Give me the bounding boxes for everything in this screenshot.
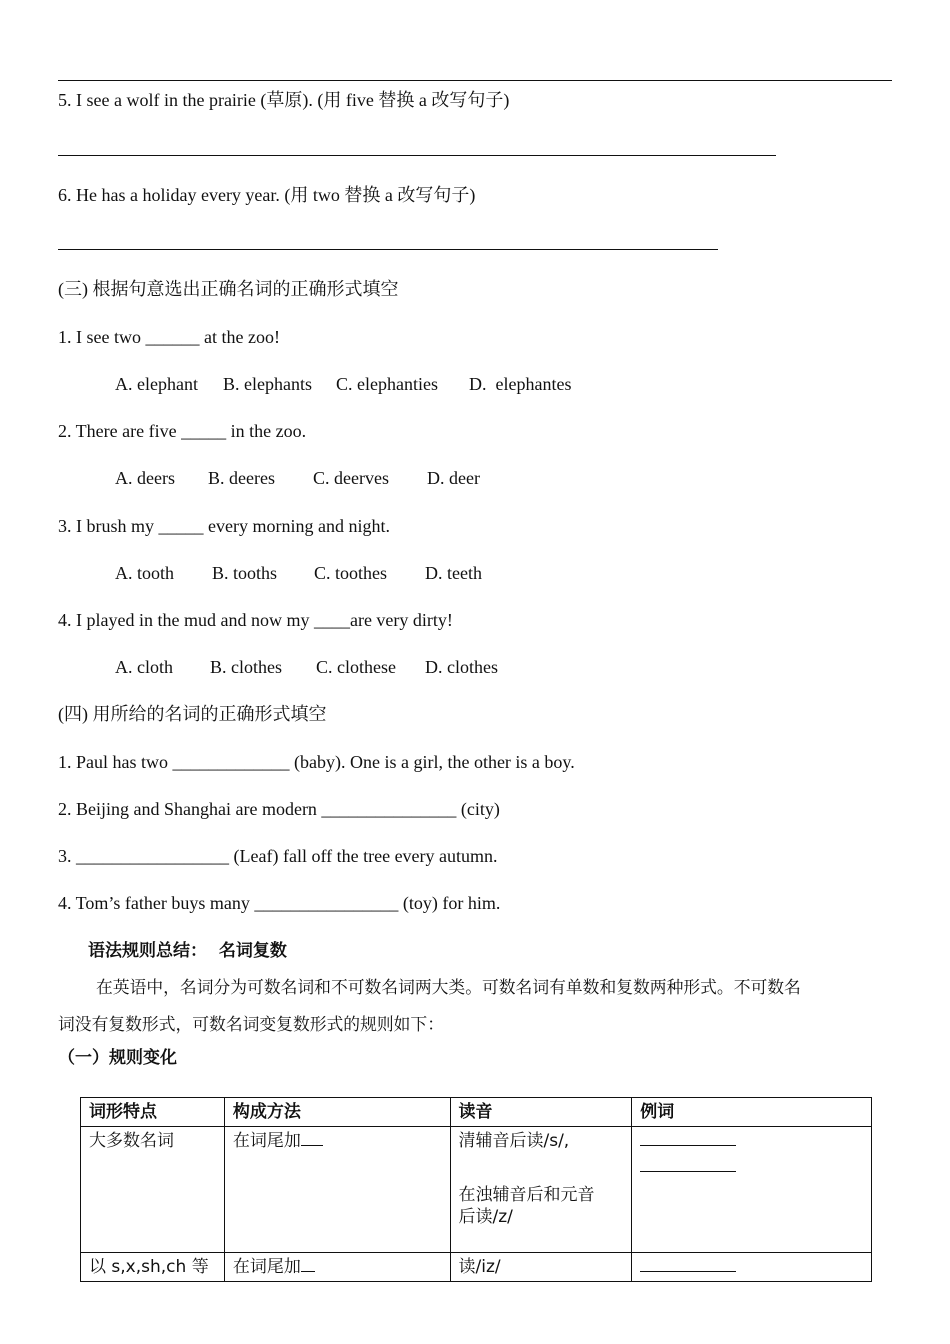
- summary-paragraph-line-2: 词没有复数形式，可数名词变复数形式的规则如下：: [58, 1014, 444, 1034]
- row1-example-blank-2[interactable]: [640, 1157, 736, 1172]
- mc-question-3-stem: 3. I brush my _____ every morning and night.: [58, 516, 390, 536]
- header-example-words: 例词: [632, 1098, 872, 1127]
- mc-question-2-option-c[interactable]: C. deerves: [313, 468, 389, 488]
- table-row: [81, 1127, 872, 1253]
- row2-method: [224, 1253, 450, 1282]
- row2-method-blank[interactable]: [301, 1257, 315, 1272]
- mc-question-4-option-c[interactable]: C. clothese: [316, 657, 396, 677]
- row1-method-text: 在词尾加: [232, 1131, 301, 1151]
- mc-question-3-option-b[interactable]: B. tooths: [212, 563, 278, 583]
- mc-question-2-option-d[interactable]: D. deer: [427, 468, 480, 488]
- mc-question-1-option-d[interactable]: D. elephantes: [469, 374, 572, 394]
- mc-question-4-option-a[interactable]: A. cloth: [115, 657, 173, 677]
- mc-question-2-option-a[interactable]: A. deers: [115, 468, 175, 488]
- table-header-row: [81, 1098, 872, 1127]
- mc-question-4-option-d[interactable]: D. clothes: [425, 657, 498, 677]
- row1-method-blank[interactable]: [301, 1131, 323, 1146]
- rewrite-question-6: 6. He has a holiday every year. (用 two 替换 a 改写句子): [58, 185, 476, 205]
- fill-item-3[interactable]: 3. _________________ (Leaf) fall off the tree every autumn.: [58, 846, 498, 866]
- row1-example-blank-1[interactable]: [640, 1131, 736, 1146]
- answer-line-top: [58, 80, 892, 81]
- row2-method-text: 在词尾加: [232, 1257, 301, 1277]
- row1-method: [224, 1127, 450, 1253]
- regular-changes-heading: （一）规则变化: [58, 1048, 177, 1068]
- header-pronunciation: 读音: [450, 1098, 632, 1127]
- row1-pron-line-2: 在浊辅音后和元音: [458, 1185, 595, 1205]
- plural-rules-table: [80, 1097, 872, 1282]
- summary-title: 语法规则总结： 名词复数: [88, 941, 287, 961]
- section-3-heading: (三) 根据句意选出正确名词的正确形式填空: [58, 279, 399, 299]
- mc-question-2-option-b[interactable]: B. deeres: [208, 468, 275, 488]
- mc-question-1-option-a[interactable]: A. elephant: [115, 374, 198, 394]
- rewrite-question-5: 5. I see a wolf in the prairie (草原). (用 five 替换 a 改写句子): [58, 90, 510, 110]
- row1-pron-line-3: 后读/z/: [458, 1207, 513, 1227]
- row1-examples: [632, 1127, 872, 1253]
- answer-line-5[interactable]: [58, 155, 776, 156]
- fill-item-2[interactable]: 2. Beijing and Shanghai are modern _______________ (city): [58, 799, 500, 819]
- row1-pron-line-1: 清辅音后读/s/,: [458, 1131, 570, 1151]
- mc-question-4-option-b[interactable]: B. clothes: [210, 657, 282, 677]
- mc-question-3-option-a[interactable]: A. tooth: [115, 563, 175, 583]
- mc-question-1-option-b[interactable]: B. elephants: [223, 374, 312, 394]
- mc-question-3-option-c[interactable]: C. toothes: [314, 563, 388, 583]
- header-formation-method: 构成方法: [224, 1098, 450, 1127]
- mc-question-1-stem: 1. I see two ______ at the zoo!: [58, 327, 280, 347]
- row2-pronunciation: 读/iz/: [450, 1253, 632, 1282]
- row2-example-blank-1[interactable]: [640, 1257, 736, 1272]
- mc-question-4-stem: 4. I played in the mud and now my ____are very dirty!: [58, 610, 453, 630]
- summary-paragraph-line-1: 在英语中，名词分为可数名词和不可数名词两大类。可数名词有单数和复数两种形式。不可数名: [96, 977, 801, 997]
- fill-item-1[interactable]: 1. Paul has two _____________ (baby). One is a girl, the other is a boy.: [58, 752, 575, 772]
- answer-line-6[interactable]: [58, 249, 718, 250]
- table-row: [81, 1253, 872, 1282]
- section-4-heading: (四) 用所给的名词的正确形式填空: [58, 704, 327, 724]
- mc-question-1-option-c[interactable]: C. elephanties: [336, 374, 438, 394]
- row1-pronunciation: [450, 1127, 632, 1253]
- fill-item-4[interactable]: 4. Tom’s father buys many ________________ (toy) for him.: [58, 893, 501, 913]
- mc-question-3-option-d[interactable]: D. teeth: [425, 563, 482, 583]
- row2-examples: [632, 1253, 872, 1282]
- mc-question-2-stem: 2. There are five _____ in the zoo.: [58, 421, 307, 441]
- row2-feature: 以 s,x,sh,ch 等: [81, 1253, 225, 1282]
- header-word-feature: 词形特点: [81, 1098, 225, 1127]
- row1-feature: 大多数名词: [81, 1127, 225, 1253]
